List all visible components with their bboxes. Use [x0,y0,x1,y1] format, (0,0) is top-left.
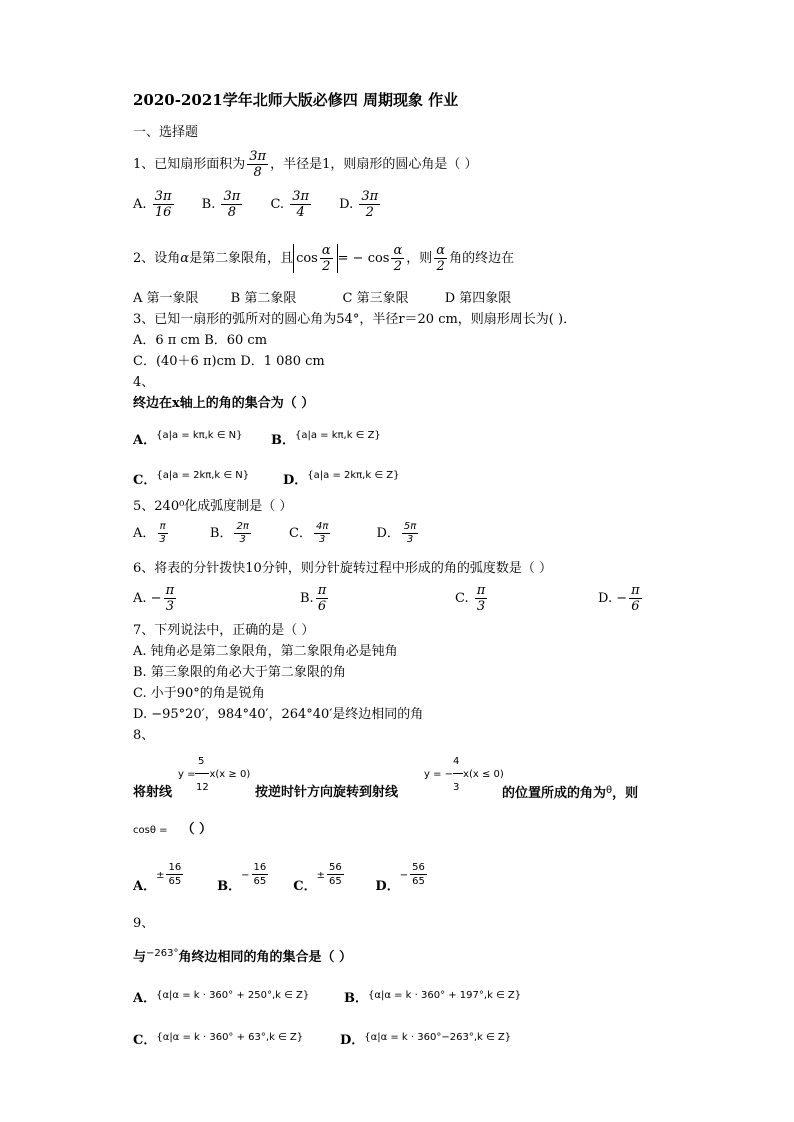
option-c: C．± $\frac{56}{65}$ [293,862,342,894]
question-4-option-a: A．$^{\{a|a = k\pi,k \in N\}}$ [133,430,243,448]
option-a: A. $\frac{3\pi}{16}$ [133,189,172,220]
option-b: B. $\frac{3\pi}{8}$ [201,189,241,220]
question-4-option-d: D．$^{\{a|a = 2k\pi,k \in Z\}}$ [283,470,400,488]
question-9-option-a: A．$^{\{\alpha|\alpha = k \cdot 360^\circ + 250^\circ,k \in Z\}}$ [133,990,310,1006]
question-7-option-a: A. 钝角必是第二象限角，第二象限角必是钝角 [133,644,398,659]
question-8-text-3: 的位置所成的角为$^\theta$，则 [502,785,639,801]
option-b: B．− $\frac{16}{65}$ [217,862,267,894]
question-6-option-b: B. $\frac{\pi}{6}$ [300,583,327,614]
question-8-cos: cosθ = （ ） [133,822,213,837]
question-7-option-c: C. 小于90°的角是锐角 [133,686,265,701]
option-d: D. $\frac{3\pi}{2}$ [339,189,379,220]
question-7: 7、下列说法中，正确的是（ ） [133,623,315,638]
question-8-options [133,862,429,895]
question-7-option-d: D. −95°20′，984°40′，264°40′是终边相同的角 [133,707,424,722]
option-d: D． $\frac{5\pi}{3}$ [376,521,417,545]
option-b: B． $\frac{2\pi}{3}$ [209,521,249,545]
option-d: D 第四象限 [444,291,512,306]
question-6-option-c: C. $\frac{\pi}{3}$ [455,583,486,614]
question-8-text-2: 按逆时针方向旋转到射线 [255,785,399,800]
option-c: C. $\frac{3\pi}{4}$ [270,189,310,220]
option-c: C 第三象限 [342,291,409,306]
option-a: A． $\frac{\pi}{3}$ [133,521,166,545]
question-4-option-c: C．$^{\{a|a = 2k\pi,k \in N\}}$ [133,470,250,488]
question-8-text-1: 将射线 [133,785,173,800]
question-9-option-d: D．$^{\{\alpha|\alpha = k \cdot 360^\circ-263^\circ,k \in Z\}}$ [340,1032,512,1048]
question-7-option-b: B. 第三象限的角必大于第二象限的角 [133,665,346,680]
question-4: 终边在x轴上的角的集合为（ ） [133,396,315,411]
question-4-option-b: B．$^{\{a|a = k\pi,k \in Z\}}$ [271,430,381,448]
option-d: D．− $\frac{56}{65}$ [375,862,425,894]
question-1: 1、已知扇形面积为 $\frac{3\pi}{8}$ ，半径是1，则扇形的圆心角是（ ） [133,149,478,180]
option-b: B 第二象限 [230,291,297,306]
option-a: A 第一象限 [133,291,199,306]
question-1-options [133,190,382,219]
question-8-number: 8、 [133,728,155,743]
question-6-option-a: A. − $\frac{\pi}{3}$ [133,583,175,614]
page-title: 2020-2021学年北师大版必修四 周期现象 作业 [133,91,459,109]
question-2-options [133,291,511,307]
question-6-option-d: D. − $\frac{\pi}{6}$ [598,583,640,614]
question-6: 6、将表的分针拨快10分钟，则分针旋转过程中形成的角的弧度数是（ ） [133,561,552,576]
fraction: $\frac{3\pi}{8}$ [249,149,267,180]
option-c: C． $\frac{4\pi}{3}$ [289,521,329,545]
question-5-options [133,522,420,545]
question-5: 5、240⁰化成弧度制是（ ） [133,499,293,514]
question-4-number: 4、 [133,375,155,390]
question-3-options-line-2: C．(40＋6 π)cm D．1 080 cm [133,354,325,369]
question-9: 与$^{-263^\circ}$角终边相同的角的集合是（ ） [133,948,353,965]
question-2: 2、设角α是第二象限角，且 cos $\frac{\alpha}{2}$ = − cos $\frac{\alpha}{2}$ ，则 $\frac{\alpha}{2}$ 角的终边在 [133,243,515,274]
question-3-options-line-1: A．6 π cm B．60 cm [133,333,268,348]
section-heading: 一、选择题 [133,125,199,140]
option-a: A．± $\frac{16}{65}$ [133,862,182,894]
question-9-option-c: C．$^{\{\alpha|\alpha = k \cdot 360^\circ + 63^\circ,k \in Z\}}$ [133,1032,304,1048]
question-9-option-b: B．$^{\{\alpha|\alpha = k \cdot 360^\circ + 197^\circ,k \in Z\}}$ [344,990,522,1006]
question-3: 3、已知一扇形的弧所对的圆心角为54°，半径r＝20 cm，则扇形周长为( )． [133,312,577,327]
question-9-number: 9、 [133,916,155,931]
